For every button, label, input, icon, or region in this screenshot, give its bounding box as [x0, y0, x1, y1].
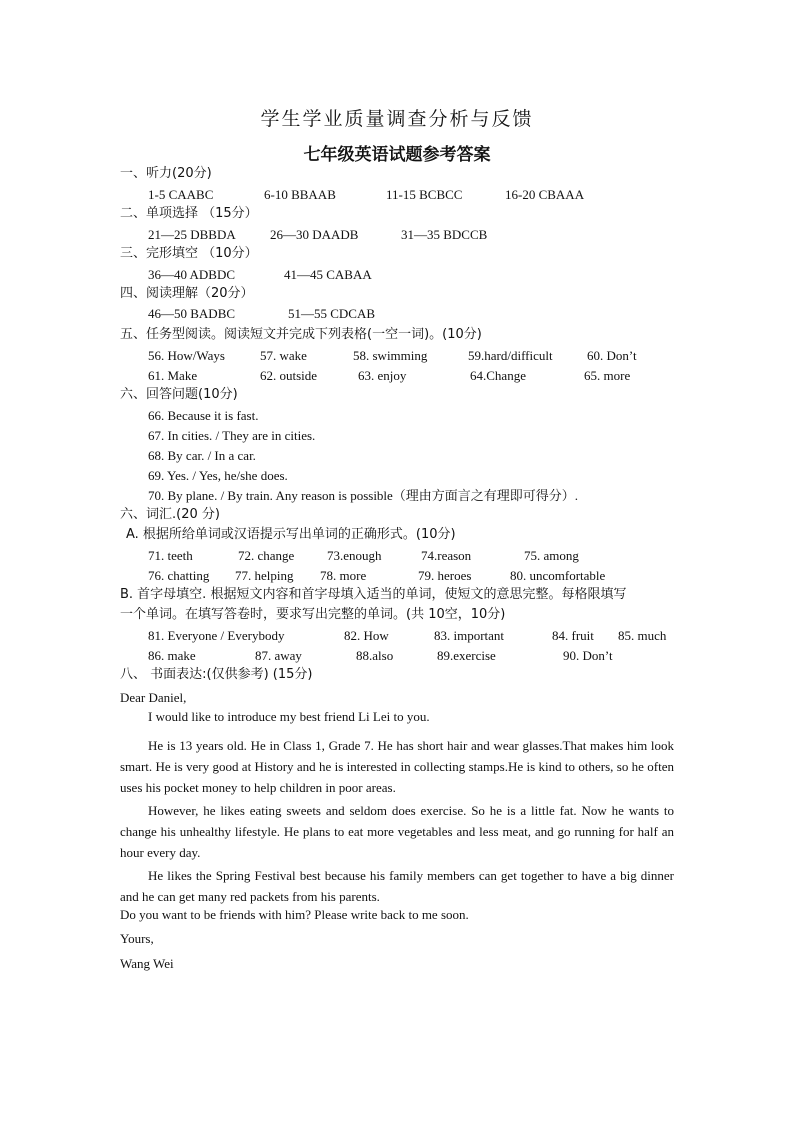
answer-item: 90. Don’t: [563, 648, 613, 663]
part-b-title: B. 首字母填空. 根据短文内容和首字母填入适当的单词，使短文的意思完整。每格限填写: [120, 587, 627, 602]
answer-group: 16-20 CBAAA: [505, 187, 585, 202]
answer-item: 63. enjoy: [358, 368, 407, 383]
section-4-title: 四、阅读理解（20分）: [120, 286, 254, 301]
answer-line: 69. Yes. / Yes, he/she does.: [148, 468, 288, 483]
section-2-title: 二、单项选择 （15分）: [120, 206, 258, 221]
page-title: 学生学业质量调查分析与反馈: [260, 108, 534, 130]
answer-item: 86. make: [148, 648, 196, 663]
section-3-title: 三、完形填空 （10分）: [120, 246, 258, 261]
letter-paragraph-2: However, he likes eating sweets and seldom does exercise. So he is a little fat. Now he wants to change his unhealthy lifestyle. He plans to eat more vegetables and less meat, and go running for half an hour every day.: [120, 803, 674, 860]
answer-item: 73.enough: [327, 548, 382, 563]
section-5-title: 五、任务型阅读。阅读短文并完成下列表格(一空一词)。(10分): [120, 327, 482, 342]
answer-item: 88.also: [356, 648, 394, 663]
letter-intro: I would like to introduce my best friend Li Lei to you.: [148, 709, 430, 724]
answer-item: 87. away: [255, 648, 302, 663]
answer-item: 75. among: [524, 548, 579, 563]
answer-group: 1-5 CAABC: [148, 187, 214, 202]
answer-item: 78. more: [320, 568, 367, 583]
section-6-title: 六、回答问题(10分): [120, 387, 238, 402]
answer-group: 46—50 BADBC: [148, 306, 236, 321]
answer-item: 57. wake: [260, 348, 307, 363]
answer-item: 58. swimming: [353, 348, 428, 363]
letter-paragraph-1: He is 13 years old. He in Class 1, Grade 7. He has short hair and wear glasses.That makes him look smart. He is very good at History and he is interested in collecting stamps.He is kind to others, so he often uses his pocket money to help children in poor areas.: [120, 738, 674, 795]
answer-item: 71. teeth: [148, 548, 193, 563]
answer-item: 82. How: [344, 628, 389, 643]
answer-item: 83. important: [434, 628, 505, 643]
part-a-title: A. 根据所给单词或汉语提示写出单词的正确形式。(10分): [126, 527, 456, 542]
letter-greeting: Dear Daniel,: [120, 690, 187, 705]
answer-group: 6-10 BBAAB: [264, 187, 336, 202]
answer-group: 26—30 DAADB: [270, 227, 359, 242]
answer-item: 60. Don’t: [587, 348, 637, 363]
section-1-title: 一、听力(20分): [120, 166, 212, 181]
answer-item: 72. change: [238, 548, 295, 563]
answer-item: 77. helping: [235, 568, 294, 583]
part-b-title-cont: 一个单词。在填写答卷时，要求写出完整的单词。(共 10空，10分): [120, 607, 506, 622]
answer-line: 68. By car. / In a car.: [148, 448, 256, 463]
answer-group: 21—25 DBBDA: [148, 227, 236, 242]
answer-item: 62. outside: [260, 368, 318, 383]
section-8-title: 八、 书面表达:(仅供参考) (15分): [120, 667, 313, 682]
answer-item: 65. more: [584, 368, 631, 383]
answer-item: 89.exercise: [437, 648, 496, 663]
answer-line: 66. Because it is fast.: [148, 408, 259, 423]
letter-signoff: Yours,: [120, 931, 154, 946]
answer-item: 61. Make: [148, 368, 198, 383]
letter-closing-question: Do you want to be friends with him? Please write back to me soon.: [120, 907, 469, 922]
answer-line: 67. In cities. / They are in cities.: [148, 428, 316, 443]
answer-item: 80. uncomfortable: [510, 568, 606, 583]
answer-item: 85. much: [618, 628, 667, 643]
section-7-title: 六、词汇.(20 分): [120, 507, 220, 522]
answer-group: 41—45 CABAA: [284, 267, 372, 282]
letter-signature: Wang Wei: [120, 956, 174, 971]
answer-item: 79. heroes: [418, 568, 472, 583]
page-subtitle: 七年级英语试题参考答案: [303, 145, 491, 165]
answer-item: 81. Everyone / Everybody: [148, 628, 285, 643]
answer-group: 31—35 BDCCB: [401, 227, 488, 242]
answer-group: 11-15 BCBCC: [386, 187, 463, 202]
answer-item: 56. How/Ways: [148, 348, 225, 363]
letter-paragraph-3: He likes the Spring Festival best because his family members can get together to have a big dinner and he can get many red packets from his parents.: [120, 868, 674, 904]
answer-line: 70. By plane. / By train. Any reason is possible（理由方面言之有理即可得分）.: [148, 488, 579, 503]
answer-item: 59.hard/difficult: [468, 348, 553, 363]
answer-item: 84. fruit: [552, 628, 594, 643]
answer-item: 64.Change: [470, 368, 526, 383]
answer-item: 74.reason: [421, 548, 472, 563]
answer-item: 76. chatting: [148, 568, 210, 583]
answer-group: 51—55 CDCAB: [288, 306, 376, 321]
answer-group: 36—40 ADBDC: [148, 267, 236, 282]
